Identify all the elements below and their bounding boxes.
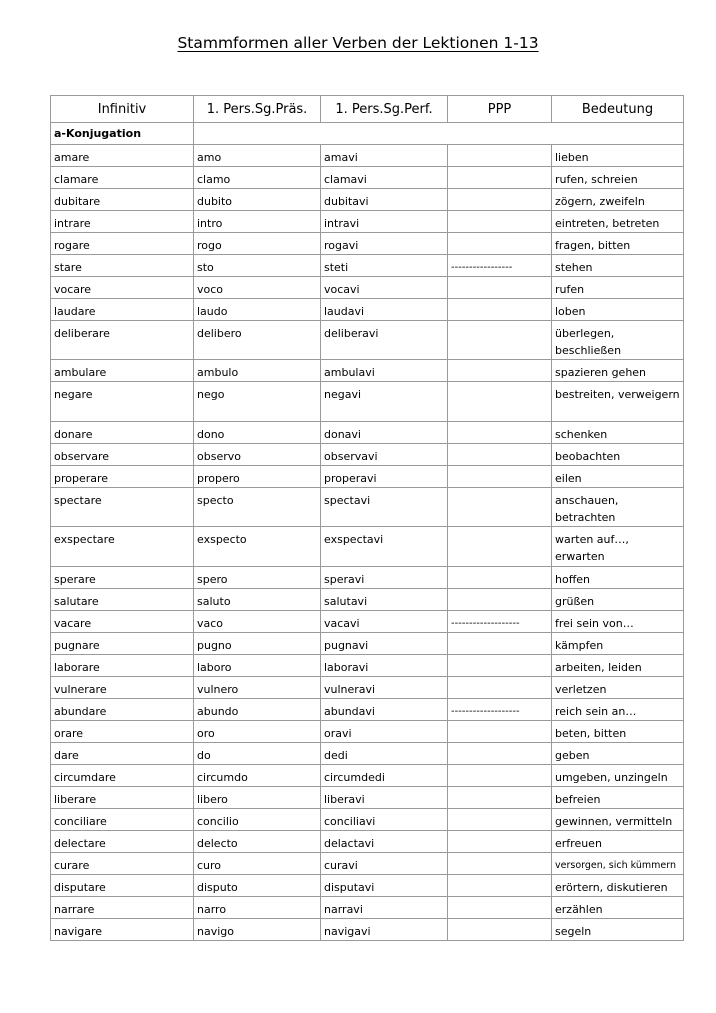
cell-ppp: ------------------- — [448, 699, 552, 721]
table-row — [51, 633, 684, 655]
cell-praesens: oro — [194, 721, 321, 743]
cell-infinitiv: stare — [51, 255, 194, 277]
cell-praesens: narro — [194, 897, 321, 919]
cell-perfekt: vacavi — [321, 611, 448, 633]
table-row — [51, 255, 684, 277]
cell-infinitiv: dare — [51, 743, 194, 765]
cell-perfekt: observavi — [321, 444, 448, 466]
table-row — [51, 831, 684, 853]
cell-bedeutung: stehen — [552, 255, 684, 277]
cell-ppp — [448, 299, 552, 321]
cell-ppp — [448, 655, 552, 677]
cell-praesens: propero — [194, 466, 321, 488]
cell-perfekt: conciliavi — [321, 809, 448, 831]
cell-ppp — [448, 743, 552, 765]
cell-bedeutung: befreien — [552, 787, 684, 809]
cell-infinitiv: liberare — [51, 787, 194, 809]
cell-ppp — [448, 721, 552, 743]
table-row — [51, 211, 684, 233]
cell-ppp: ----------------- — [448, 255, 552, 277]
cell-bedeutung: loben — [552, 299, 684, 321]
cell-perfekt: liberavi — [321, 787, 448, 809]
cell-perfekt: laboravi — [321, 655, 448, 677]
header-row — [51, 96, 684, 123]
cell-ppp — [448, 145, 552, 167]
cell-bedeutung: beobachten — [552, 444, 684, 466]
cell-infinitiv: deliberare — [51, 321, 194, 360]
section-spacer — [194, 123, 684, 145]
cell-perfekt: clamavi — [321, 167, 448, 189]
cell-infinitiv: ambulare — [51, 360, 194, 382]
cell-infinitiv: narrare — [51, 897, 194, 919]
table-row — [51, 321, 684, 360]
cell-infinitiv: laborare — [51, 655, 194, 677]
cell-bedeutung: eintreten, betreten — [552, 211, 684, 233]
cell-infinitiv: salutare — [51, 589, 194, 611]
cell-ppp — [448, 189, 552, 211]
cell-ppp — [448, 233, 552, 255]
section-label: a-Konjugation — [51, 123, 194, 145]
table-row — [51, 422, 684, 444]
cell-praesens: voco — [194, 277, 321, 299]
cell-bedeutung: frei sein von… — [552, 611, 684, 633]
cell-infinitiv: sperare — [51, 567, 194, 589]
cell-perfekt: salutavi — [321, 589, 448, 611]
section-row — [51, 123, 684, 145]
cell-ppp — [448, 809, 552, 831]
cell-ppp — [448, 277, 552, 299]
cell-infinitiv: navigare — [51, 919, 194, 941]
cell-perfekt: deliberavi — [321, 321, 448, 360]
cell-perfekt: vulneravi — [321, 677, 448, 699]
cell-praesens: rogo — [194, 233, 321, 255]
cell-praesens: curo — [194, 853, 321, 875]
cell-praesens: libero — [194, 787, 321, 809]
table-row — [51, 809, 684, 831]
cell-praesens: dubito — [194, 189, 321, 211]
cell-praesens: circumdo — [194, 765, 321, 787]
cell-ppp — [448, 321, 552, 360]
cell-perfekt: navigavi — [321, 919, 448, 941]
cell-perfekt: laudavi — [321, 299, 448, 321]
cell-ppp — [448, 633, 552, 655]
cell-praesens: laboro — [194, 655, 321, 677]
cell-perfekt: vocavi — [321, 277, 448, 299]
cell-perfekt: rogavi — [321, 233, 448, 255]
cell-bedeutung: rufen — [552, 277, 684, 299]
cell-ppp — [448, 567, 552, 589]
table-row — [51, 611, 684, 633]
table-row — [51, 488, 684, 527]
cell-praesens: ambulo — [194, 360, 321, 382]
cell-praesens: exspecto — [194, 527, 321, 567]
cell-bedeutung: erzählen — [552, 897, 684, 919]
cell-praesens: vaco — [194, 611, 321, 633]
cell-ppp — [448, 422, 552, 444]
table-row — [51, 466, 684, 488]
cell-bedeutung: grüßen — [552, 589, 684, 611]
cell-praesens: laudo — [194, 299, 321, 321]
cell-ppp — [448, 466, 552, 488]
cell-perfekt: circumdedi — [321, 765, 448, 787]
cell-bedeutung: schenken — [552, 422, 684, 444]
table-row — [51, 875, 684, 897]
cell-praesens: intro — [194, 211, 321, 233]
table-row — [51, 677, 684, 699]
cell-bedeutung: eilen — [552, 466, 684, 488]
cell-infinitiv: spectare — [51, 488, 194, 527]
table-row — [51, 444, 684, 466]
cell-praesens: delecto — [194, 831, 321, 853]
cell-infinitiv: intrare — [51, 211, 194, 233]
cell-ppp — [448, 919, 552, 941]
table-row — [51, 233, 684, 255]
cell-perfekt: curavi — [321, 853, 448, 875]
header-perfekt: 1. Pers.Sg.Perf. — [321, 96, 448, 123]
cell-bedeutung: erfreuen — [552, 831, 684, 853]
cell-perfekt: steti — [321, 255, 448, 277]
cell-bedeutung: beten, bitten — [552, 721, 684, 743]
cell-praesens: pugno — [194, 633, 321, 655]
cell-ppp — [448, 444, 552, 466]
verb-table — [50, 95, 684, 941]
cell-infinitiv: circumdare — [51, 765, 194, 787]
table-row — [51, 145, 684, 167]
cell-infinitiv: conciliare — [51, 809, 194, 831]
table-row — [51, 919, 684, 941]
cell-bedeutung: überlegen, beschließen — [552, 321, 684, 360]
cell-perfekt: negavi — [321, 382, 448, 422]
cell-praesens: specto — [194, 488, 321, 527]
cell-infinitiv: abundare — [51, 699, 194, 721]
cell-infinitiv: donare — [51, 422, 194, 444]
cell-perfekt: properavi — [321, 466, 448, 488]
cell-praesens: clamo — [194, 167, 321, 189]
cell-infinitiv: negare — [51, 382, 194, 422]
cell-infinitiv: clamare — [51, 167, 194, 189]
cell-ppp — [448, 853, 552, 875]
cell-perfekt: intravi — [321, 211, 448, 233]
cell-infinitiv: exspectare — [51, 527, 194, 567]
cell-praesens: do — [194, 743, 321, 765]
cell-praesens: spero — [194, 567, 321, 589]
cell-bedeutung: umgeben, unzingeln — [552, 765, 684, 787]
cell-bedeutung: warten auf…, erwarten — [552, 527, 684, 567]
cell-ppp — [448, 589, 552, 611]
cell-perfekt: narravi — [321, 897, 448, 919]
table-row — [51, 699, 684, 721]
cell-ppp — [448, 527, 552, 567]
cell-ppp — [448, 167, 552, 189]
cell-ppp — [448, 787, 552, 809]
cell-praesens: disputo — [194, 875, 321, 897]
cell-bedeutung: spazieren gehen — [552, 360, 684, 382]
cell-bedeutung: verletzen — [552, 677, 684, 699]
cell-ppp — [448, 831, 552, 853]
cell-infinitiv: curare — [51, 853, 194, 875]
table-row — [51, 299, 684, 321]
cell-praesens: sto — [194, 255, 321, 277]
cell-praesens: delibero — [194, 321, 321, 360]
cell-bedeutung: segeln — [552, 919, 684, 941]
cell-ppp — [448, 765, 552, 787]
cell-infinitiv: rogare — [51, 233, 194, 255]
cell-praesens: concilio — [194, 809, 321, 831]
cell-bedeutung: lieben — [552, 145, 684, 167]
cell-praesens: abundo — [194, 699, 321, 721]
cell-infinitiv: properare — [51, 466, 194, 488]
cell-praesens: nego — [194, 382, 321, 422]
cell-infinitiv: amare — [51, 145, 194, 167]
cell-perfekt: disputavi — [321, 875, 448, 897]
cell-ppp: ------------------- — [448, 611, 552, 633]
cell-praesens: dono — [194, 422, 321, 444]
header-ppp: PPP — [448, 96, 552, 123]
table-row — [51, 567, 684, 589]
cell-bedeutung: rufen, schreien — [552, 167, 684, 189]
table-row — [51, 743, 684, 765]
cell-infinitiv: disputare — [51, 875, 194, 897]
cell-bedeutung: gewinnen, vermitteln — [552, 809, 684, 831]
cell-bedeutung: bestreiten, verweigern — [552, 382, 684, 422]
cell-infinitiv: vacare — [51, 611, 194, 633]
cell-bedeutung: versorgen, sich kümmern — [552, 853, 684, 875]
table-row — [51, 189, 684, 211]
cell-bedeutung: anschauen, betrachten — [552, 488, 684, 527]
cell-perfekt: ambulavi — [321, 360, 448, 382]
table-row — [51, 167, 684, 189]
cell-praesens: vulnero — [194, 677, 321, 699]
cell-infinitiv: laudare — [51, 299, 194, 321]
cell-perfekt: speravi — [321, 567, 448, 589]
cell-praesens: amo — [194, 145, 321, 167]
cell-perfekt: exspectavi — [321, 527, 448, 567]
table-row — [51, 589, 684, 611]
cell-bedeutung: zögern, zweifeln — [552, 189, 684, 211]
table-row — [51, 897, 684, 919]
cell-praesens: navigo — [194, 919, 321, 941]
cell-perfekt: abundavi — [321, 699, 448, 721]
cell-infinitiv: delectare — [51, 831, 194, 853]
cell-infinitiv: orare — [51, 721, 194, 743]
cell-perfekt: dubitavi — [321, 189, 448, 211]
cell-perfekt: spectavi — [321, 488, 448, 527]
cell-infinitiv: dubitare — [51, 189, 194, 211]
cell-praesens: saluto — [194, 589, 321, 611]
cell-infinitiv: pugnare — [51, 633, 194, 655]
table-row — [51, 721, 684, 743]
cell-perfekt: dedi — [321, 743, 448, 765]
cell-bedeutung: kämpfen — [552, 633, 684, 655]
header-praesens: 1. Pers.Sg.Präs. — [194, 96, 321, 123]
cell-ppp — [448, 897, 552, 919]
table-row — [51, 853, 684, 875]
table-row — [51, 765, 684, 787]
table-row — [51, 527, 684, 567]
header-bedeutung: Bedeutung — [552, 96, 684, 123]
cell-bedeutung: erörtern, diskutieren — [552, 875, 684, 897]
cell-infinitiv: vocare — [51, 277, 194, 299]
table-row — [51, 787, 684, 809]
header-infinitiv: Infinitiv — [51, 96, 194, 123]
cell-perfekt: pugnavi — [321, 633, 448, 655]
cell-infinitiv: vulnerare — [51, 677, 194, 699]
table-row — [51, 360, 684, 382]
cell-perfekt: oravi — [321, 721, 448, 743]
cell-ppp — [448, 875, 552, 897]
cell-perfekt: amavi — [321, 145, 448, 167]
table-row — [51, 382, 684, 422]
cell-praesens: observo — [194, 444, 321, 466]
cell-perfekt: donavi — [321, 422, 448, 444]
table-row — [51, 277, 684, 299]
cell-bedeutung: geben — [552, 743, 684, 765]
cell-ppp — [448, 211, 552, 233]
cell-infinitiv: observare — [51, 444, 194, 466]
cell-perfekt: delactavi — [321, 831, 448, 853]
cell-bedeutung: fragen, bitten — [552, 233, 684, 255]
table-row — [51, 655, 684, 677]
cell-bedeutung: reich sein an… — [552, 699, 684, 721]
cell-ppp — [448, 677, 552, 699]
page-title: Stammformen aller Verben der Lektionen 1-13 — [177, 34, 539, 52]
cell-ppp — [448, 360, 552, 382]
cell-ppp — [448, 488, 552, 527]
cell-bedeutung: hoffen — [552, 567, 684, 589]
cell-bedeutung: arbeiten, leiden — [552, 655, 684, 677]
cell-ppp — [448, 382, 552, 422]
